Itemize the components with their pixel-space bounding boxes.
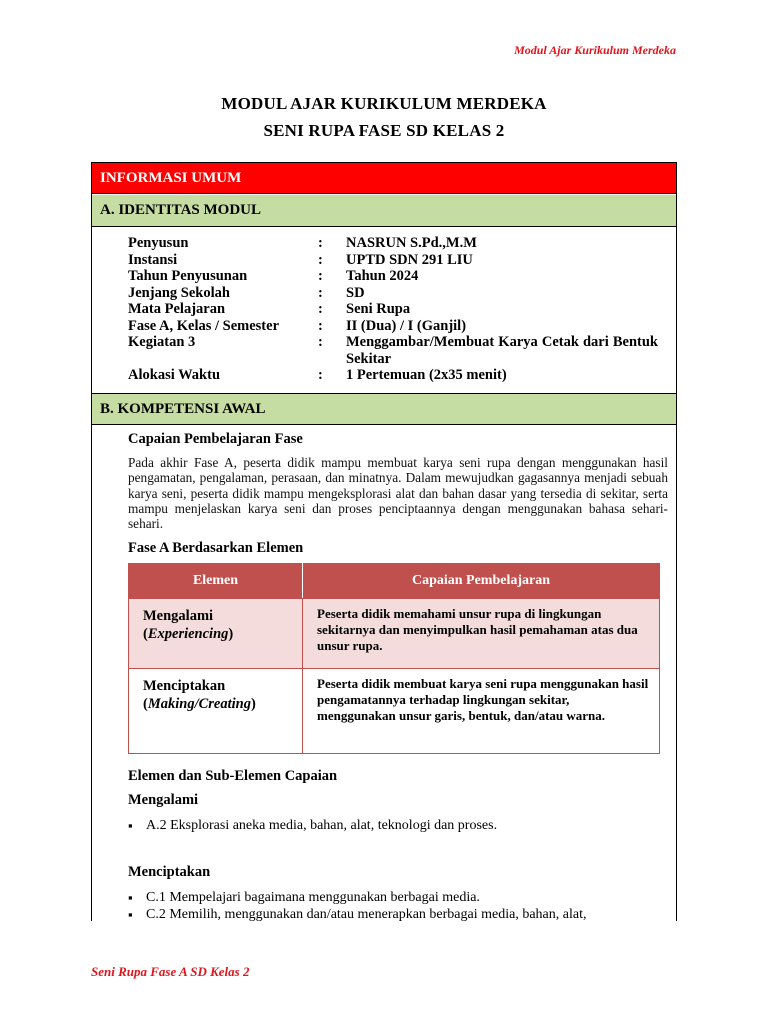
column-header-elemen: Elemen — [129, 564, 303, 599]
identitas-label: Mata Pelajaran — [128, 301, 226, 317]
informasi-umum-bar: INFORMASI UMUM — [92, 163, 676, 194]
identitas-label: Kegiatan 3 — [128, 334, 196, 350]
table-row — [129, 599, 660, 669]
identitas-colon: : — [318, 334, 323, 350]
section-b-header: B. KOMPETENSI AWAL — [92, 393, 676, 425]
menciptakan-list — [128, 889, 674, 923]
elemen-english: Experiencing — [147, 626, 229, 642]
elemen-cell: Mengalami (Experiencing) — [129, 599, 303, 669]
identitas-row — [128, 367, 658, 384]
list-item: ▪ A.2 Eksplorasi aneka media, bahan, alat, teknologi dan proses. — [128, 818, 674, 834]
identitas-value: II (Dua) / I (Ganjil) — [346, 317, 467, 334]
identitas-row — [128, 285, 658, 302]
mengalami-heading: Mengalami — [128, 792, 199, 808]
identitas-row — [128, 268, 658, 285]
identitas-colon: : — [318, 251, 323, 268]
identitas-row — [128, 301, 658, 318]
identitas-value: Tahun 2024 — [346, 268, 419, 284]
identitas-row — [128, 334, 658, 367]
list-item: ▪ C.1 Mempelajari bagaimana menggunakan berbagai media. — [128, 889, 674, 906]
identitas-colon: : — [318, 235, 323, 251]
section-a-header: A. IDENTITAS MODUL — [92, 195, 676, 227]
identitas-value: Menggambar/Membuat Karya Cetak dari Bentuk Sekitar — [346, 334, 658, 367]
footer-note: Seni Rupa Fase A SD Kelas 2 — [91, 964, 250, 979]
identitas-list — [128, 235, 658, 384]
document-subtitle: SENI RUPA FASE SD KELAS 2 — [263, 121, 505, 140]
identitas-value: 1 Pertemuan (2x35 menit) — [346, 367, 507, 383]
column-header-capaian: Capaian Pembelajaran — [303, 564, 660, 599]
capaian-paragraph: Pada akhir Fase A, peserta didik mampu membuat karya seni rupa dengan menggunakan hasil pengamatan, pengalaman, perasaan, dan minatnya. Dalam mewujudkan gagasannya menjadi sebuah karya seni, peserta didik mampu mengeksplorasi alat dan bahan dasar yang tersedia di sekitar, serta mampu menjelaskan karya seni dan proses penciptaannya dengan menggunakan bahasa sehari-sehari. — [128, 455, 668, 532]
identitas-label: Alokasi Waktu — [128, 367, 221, 383]
identitas-colon: : — [318, 367, 323, 383]
identitas-label: Penyusun — [128, 235, 189, 251]
document-title: MODUL AJAR KURIKULUM MERDEKA — [221, 94, 547, 113]
capaian-cell: Peserta didik memahami unsur rupa di lingkungan sekitarnya dan menyimpulkan hasil pemahaman atas dua unsur rupa. — [303, 599, 660, 669]
capaian-heading: Capaian Pembelajaran Fase — [128, 431, 303, 447]
identitas-row — [128, 318, 658, 335]
identitas-colon: : — [318, 301, 323, 317]
capaian-table — [128, 563, 660, 754]
elemen-cell: Menciptakan (Making/Creating) — [129, 669, 303, 754]
table-header-row — [129, 564, 660, 599]
mengalami-list — [128, 818, 674, 834]
identitas-colon: : — [318, 284, 323, 301]
fase-heading: Fase A Berdasarkan Elemen — [128, 540, 304, 556]
identitas-value: UPTD SDN 291 LIU — [346, 251, 473, 268]
elemen-english: Making/Creating — [147, 696, 251, 712]
menciptakan-heading: Menciptakan — [128, 864, 211, 880]
table-row — [129, 669, 660, 754]
identitas-label: Jenjang Sekolah — [128, 284, 230, 301]
identitas-value: NASRUN S.Pd.,M.M — [346, 235, 477, 251]
identitas-label: Instansi — [128, 251, 178, 268]
sub-elemen-heading: Elemen dan Sub-Elemen Capaian — [128, 768, 338, 784]
identitas-colon: : — [318, 268, 323, 284]
elemen-name: Menciptakan — [143, 678, 226, 694]
capaian-cell: Peserta didik membuat karya seni rupa menggunakan hasil pengamatannya terhadap lingkungan sekitar, menggunakan unsur garis, bentuk, dan/atau warna. — [303, 669, 660, 754]
identitas-row — [128, 252, 658, 269]
header-note: Modul Ajar Kurikulum Merdeka — [514, 43, 676, 57]
identitas-value: SD — [346, 284, 365, 301]
elemen-name: Mengalami — [143, 608, 214, 624]
module-frame — [91, 162, 677, 921]
identitas-label: Tahun Penyusunan — [128, 268, 248, 284]
list-item: ▪ C.2 Memilih, menggunakan dan/atau menerapkan berbagai media, bahan, alat, — [128, 906, 674, 923]
identitas-value: Seni Rupa — [346, 301, 411, 317]
identitas-row — [128, 235, 658, 252]
identitas-colon: : — [318, 317, 323, 334]
identitas-label: Fase A, Kelas / Semester — [128, 317, 280, 334]
